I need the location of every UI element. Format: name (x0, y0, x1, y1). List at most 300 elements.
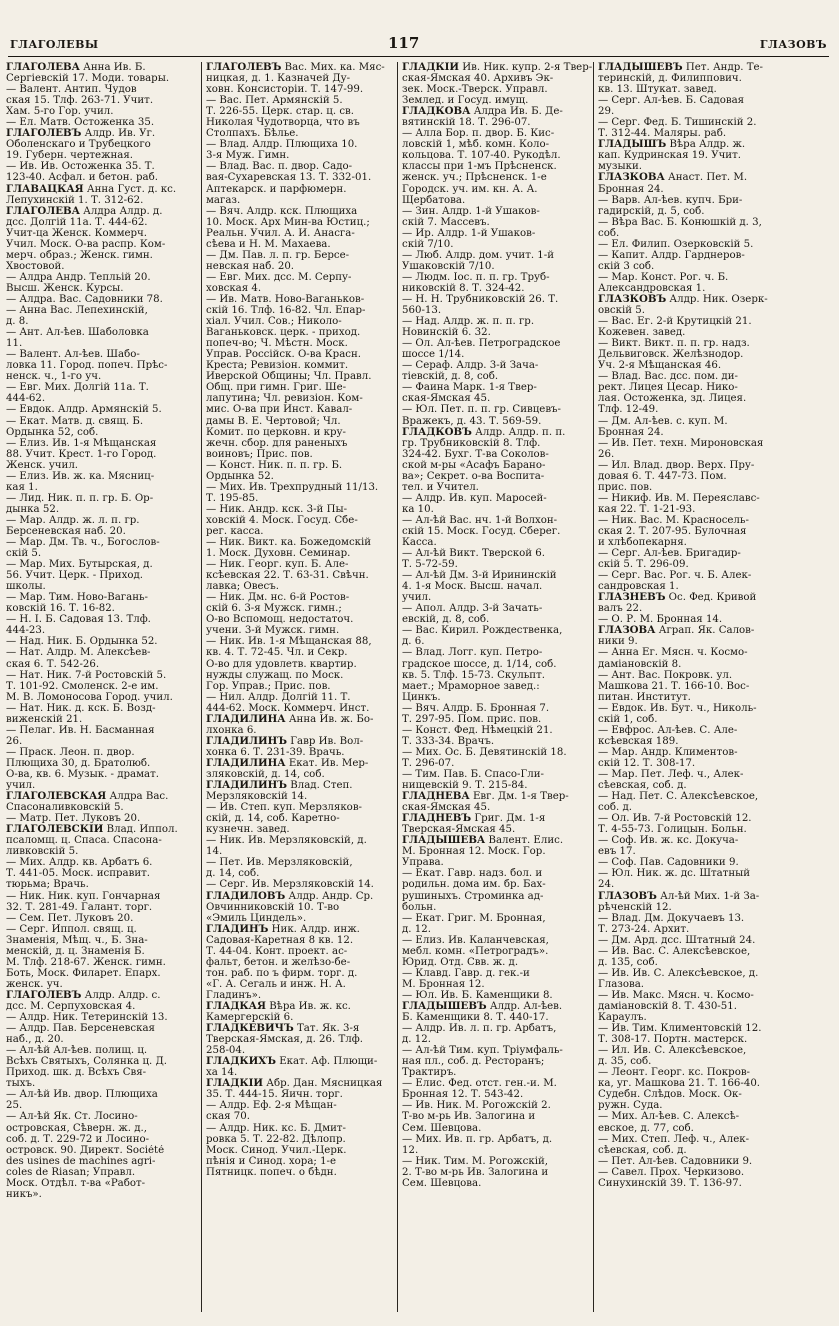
entry-line: Креста; Ревизіон. коммит. (206, 360, 349, 372)
entry-line: 24. (598, 879, 615, 891)
entry-line: тел. и Учител. (402, 481, 479, 493)
entry-line: — Серг. Ал-ѣев. Бригадир- (598, 548, 741, 560)
entry-line: Машкова 21. Т. 166-10. Вос- (598, 680, 750, 692)
entry-line: ГЛАЗОВА Аграп. Як. Салов- (598, 625, 755, 637)
entry-line: 3-я Муж. Гимн. (206, 150, 290, 162)
entry-line: Землед. и Госуд. имущ. (402, 95, 529, 107)
entry-line: — Серг. Вас. Рог. ч. Б. Алек- (598, 570, 752, 582)
entry-line: ГЛАГОЛЕВЪ Алдр. Ив. Уг. (6, 128, 156, 140)
entry-line: — Екат. Гавр. надз. бол. и (402, 868, 543, 880)
entry-line: — Мар. Пет. Леф. ч., Алек- (598, 769, 744, 780)
entry-line: даміановскій 8. Т. 430-51. (598, 1000, 737, 1012)
entry-line: — Ант. Вас. Покровк. ул. (598, 669, 733, 681)
entry-line: кая 1. (6, 481, 38, 493)
entry-line: 123-40. Асфал. и бетон. раб. (6, 172, 158, 184)
entry-line: — Елиз. Ив. ж. ка. Мясниц- (6, 470, 155, 482)
entry-line: рект. Лицея Цесар. Нико- (598, 382, 738, 394)
entry-line: Т. 4-55-73. Голицын. Больн. (598, 824, 747, 836)
column-1 (6, 62, 200, 1320)
entry-line: Новинскій 6. 32. (402, 327, 491, 339)
entry-line: ненск. ч., 1-го уч. (6, 371, 102, 383)
entry-line: 19. Губерн. чертежная. (6, 150, 133, 162)
entry-line: ГЛАДЫШЪ Вѣра Алдр. ж. (598, 139, 746, 151)
entry-line: ГЛАДКОВА Алдра Ив. Б. Де- (402, 106, 563, 118)
entry-line: ГЛАДИНЪ Ник. Алдр. инж. (206, 923, 360, 935)
entry-line: О-во для удовлетв. квартир. (206, 658, 357, 670)
entry-line: нужды служащ. по Моск. (206, 669, 344, 681)
entry-line: 10. Моск. Арх Мин-ва Юстиц.; (206, 216, 370, 228)
entry-line: дсс. М. Серпуховская 4. (6, 1000, 136, 1012)
entry-line: Бронная 24. (598, 183, 664, 195)
entry-line: Т. 273-24. Архит. (598, 923, 690, 935)
entry-line: ГЛАГОЛЕВЪ Алдр. Алдр. с. (6, 989, 161, 1001)
entry-line: ГЛАДИЛИНА Анна Ив. ж. Бо- (206, 713, 374, 725)
entry-line: ская 6. Т. 542-26. (6, 658, 100, 670)
entry-line: — Мих. Ал-ѣев. С. Алексѣ- (598, 1111, 740, 1123)
entry-line: ГЛАГОЛЕВЪ Вас. Мих. ка. Мяс- (206, 62, 385, 73)
entry-line: Ордынка 52. (206, 470, 274, 482)
entry-line: ловскій 1, мѣб. комн. Коло- (402, 139, 550, 151)
entry-line: скій 3 соб. (598, 260, 655, 272)
entry-line: — Ал-ѣй Як. Ст. Лосино- (6, 1111, 138, 1123)
entry-line: д. 6. (402, 636, 425, 648)
entry-line: женск. уч. (6, 978, 63, 990)
entry-line: — Мар. Андр. Климентов- (598, 746, 738, 758)
entry-line: — Ал-ѣй Вас. нч. 1-й Волхон- (402, 514, 558, 526)
entry-line: — Ник. Ив. 1-я Мѣщанская 88, (206, 636, 372, 648)
entry-line: — Елиз. Ив. 1-я Мѣщанская (6, 437, 157, 449)
entry-line: 88. Учит. Крест. 1-го Город. (6, 448, 157, 460)
entry-line: 26. (598, 448, 615, 460)
entry-line: — Ал-ѣй Ив. двор. Плющиха (6, 1089, 158, 1101)
entry-line: Т. 312-44. Маляры. раб. (598, 128, 727, 140)
entry-line: ковскій 16. Т. 16-82. (6, 603, 115, 615)
entry-line: — Мих. Ив. Трехпрудный 11/13. (206, 481, 379, 493)
entry-line: кв. 4. Т. 72-45. Чл. и Секр. (206, 647, 348, 659)
entry-line: — Влад. Вас. дсс. пом. ди- (598, 371, 738, 383)
entry-line: тон. раб. по ъ фирм. торг. д. (206, 967, 358, 979)
entry-line: ГЛАДИЛИНЪ Гавр Ив. Вол- (206, 735, 364, 747)
column-3 (402, 62, 592, 1320)
entry-line: хіал. Учил. Сов.; Николо- (206, 316, 342, 328)
entry-line: ГЛАДИЛОВЪ Алдр. Андр. Ср. (206, 890, 374, 902)
entry-line: — Ник. Дм. нс. 6-й Ростов- (206, 592, 350, 604)
column-divider (201, 62, 202, 1312)
entry-line: мает.; Мраморное завед.: (402, 680, 540, 692)
entry-line: Т. 101-92. Смоленск. 2-е им. (6, 680, 159, 692)
column-4 (598, 62, 832, 1320)
entry-line: Т. 296-07. (402, 757, 455, 769)
entry-line: попеч-во; Ч. Мѣстн. Моск. (206, 338, 348, 350)
entry-line: — Серг. Ив. Мерзляковскій 14. (206, 879, 374, 891)
entry-line: питан. Институт. (598, 691, 691, 703)
entry-line: Т. 226-55. Церк. стар. ц. св. (206, 106, 354, 118)
entry-line: наб., д. 20. (6, 1034, 64, 1046)
entry-line: ГЛАЗНЕВЪ Ос. Фед. Кривой (598, 592, 757, 604)
entry-line: скій 1, соб. (598, 713, 658, 725)
entry-line: 1. Моск. Духовн. Семинар. (206, 548, 351, 560)
entry-line: евскій, д. 8, соб. (402, 614, 490, 626)
entry-line: ная пл., соб. д. Ресторанъ; (402, 1056, 545, 1068)
entry-line: — Ив. Макс. Мясн. ч. Космо- (598, 989, 754, 1001)
entry-line: ГЛАДЫШЕВЪ Алдр. Ал-ѣев. (402, 1000, 563, 1012)
entry-line: Овчинниковскій 10. Т-во (206, 901, 340, 913)
entry-line: — Пет. Ив. Мерзляковскій, (206, 857, 353, 869)
entry-line: — Дм. Ал-ѣев. с. куп. М. (598, 415, 728, 427)
entry-line: Знаменія, Мѣщ. ч., Б. Зна- (6, 934, 148, 946)
entry-line: — Валент. Антип. Чудов (6, 84, 137, 96)
entry-line: 29. (598, 106, 615, 118)
entry-line: и хлѣбопекарня. (598, 537, 687, 549)
entry-line: ГЛАГОЛЕВСКАЯ Алдра Вас. (6, 791, 169, 803)
entry-line: Учил. Моск. О-ва распр. Ком- (6, 238, 166, 250)
entry-line: — О. Р. М. Бронная 14. (598, 614, 723, 626)
entry-line: 2. Т-во м-рь Ив. Залогина и (402, 1166, 549, 1178)
entry-line: Сем. Шевцова. (402, 1122, 482, 1134)
entry-line: соб. (598, 227, 620, 239)
entry-line: — Евг. Мих. дсс. М. Серпу- (206, 271, 352, 283)
entry-line: Тлф. 12-49. (598, 404, 659, 416)
entry-line: Т. 44-04. Конт. проект. ас- (206, 945, 348, 957)
entry-line: ГЛАДНЕВА Евг. Дм. 1-я Твер- (402, 791, 569, 803)
entry-line: 26. (6, 735, 23, 747)
entry-line: тіевскій, д. 8, соб. (402, 371, 499, 383)
entry-line: М. В. Ломоносова Город. учил. (6, 691, 173, 703)
entry-line: Щербатова. (402, 194, 466, 206)
entry-line: скій 12. Т. 308-17. (598, 757, 696, 769)
entry-line: тыхъ. (6, 1078, 36, 1090)
entry-line: сѣевская, соб. д. (598, 780, 687, 792)
entry-line: скій 7. Массевъ. (402, 216, 490, 228)
entry-line: — Пелаг. Ив. Н. Басманная (6, 724, 155, 736)
entry-line: ка, уг. Машкова 21. Т. 166-40. (598, 1078, 761, 1090)
entry-line: Управа. (402, 857, 444, 869)
entry-line: Иверской Общины; Чл. Правл. (206, 371, 372, 383)
entry-line: классы при 1-мъ Прѣсненск. (402, 161, 557, 173)
entry-line: Юрид. Отд. Свв. ж. д. (402, 956, 519, 968)
entry-line: — Апол. Алдр. 3-й Зачать- (402, 603, 543, 615)
entry-line: — Ил. Влад. двор. Верх. Пру- (598, 459, 755, 471)
entry-line: Трактиръ. (402, 1067, 457, 1079)
entry-line: ружн. Суда. (598, 1100, 663, 1112)
entry-line: ка 10. (402, 503, 434, 515)
entry-line: 12. (402, 1144, 419, 1156)
entry-line: Реальн. Учил. А. И. Анасга- (206, 227, 355, 239)
entry-line: — Алдр. Еф. 2-я Мѣщан- (206, 1100, 337, 1112)
entry-line: des usines de machines agri- (6, 1155, 156, 1167)
entry-line: овскій 5. (598, 305, 645, 317)
entry-line: — Евдок. Алдр. Армянскій 5. (6, 404, 162, 416)
entry-line: невская наб. 20. (206, 260, 295, 272)
entry-line: М. Тлф. 218-67. Женск. гимн. (6, 956, 166, 968)
entry-line: Гладинъ». (206, 989, 262, 1001)
entry-line: довая 6. Т. 447-73. Пом. (598, 470, 727, 482)
entry-line: — Мар. Конст. Рог. ч. Б. (598, 271, 729, 283)
entry-line: дамы В. Е. Чертовой; Чл. (206, 415, 341, 427)
entry-line: — Екат. Григ. М. Бронная, (402, 912, 546, 924)
entry-line: — Савел. Прох. Черкизово. (598, 1166, 745, 1178)
entry-line: Т. 5-72-59. (402, 559, 458, 571)
entry-line: — Ив. Степ. куп. Мерзляков- (206, 802, 362, 814)
entry-line: — Ник. Вас. М. Красносель- (598, 514, 749, 526)
entry-line: Сергіевскій 17. Моди. товары. (6, 73, 170, 85)
entry-line: — Ив. Ник. М. Рогожскій 2. (402, 1100, 551, 1112)
entry-line: островская, Сѣверн. ж. д., (6, 1122, 148, 1134)
entry-line: школы. (6, 581, 46, 593)
entry-line: кв. 13. Штукат. завед. (598, 84, 717, 96)
entry-line: ха 14. (206, 1067, 238, 1079)
entry-line: — Соф. Ив. ж. кс. Докуча- (598, 835, 739, 847)
entry-line: ГЛАГОЛЕВА Анна Ив. Б. (6, 62, 146, 73)
page-number: 117 (388, 34, 420, 52)
entry-line: — Вѣра Вас. Б. Конюшкій д. 3, (598, 216, 762, 228)
entry-line: — Мар. Алдр. ж. л. п. гр. (6, 514, 140, 526)
entry-line: сѣева и Н. М. Махаева. (206, 238, 331, 250)
entry-line: учил. (6, 780, 36, 792)
entry-line: — Людм. Іос. п. п. гр. Труб- (402, 271, 550, 283)
entry-line: — Тим. Пав. Б. Спасо-Гли- (402, 769, 544, 780)
entry-line: — Капит. Алдр. Гарднеров- (598, 249, 745, 261)
entry-line: рѣченскій 12. (598, 901, 672, 913)
entry-line: фальт, бетон. и желѣзо-бе- (206, 956, 351, 968)
entry-line: — Алдр. Пав. Берсеневская (6, 1023, 155, 1035)
entry-line: ская 70. (206, 1111, 251, 1123)
entry-line: — Серг. Иппол. свящ. ц. (6, 923, 137, 935)
entry-line: Уч. 2-я Мѣщанская 46. (598, 360, 722, 372)
entry-line: вая-Сухаревская 13. Т. 332-01. (206, 172, 372, 184)
entry-line: учил. (402, 592, 432, 604)
entry-line: — Ант. Ал-ѣев. Шаболовка (6, 327, 149, 339)
entry-line: Берсеневская наб. 20. (6, 525, 126, 537)
entry-line: Сем. Шевцова. (402, 1177, 482, 1189)
entry-line: гадирскій, д. 5, соб. (598, 205, 705, 217)
entry-line: — Екат. Матв. д. свящ. Б. (6, 415, 144, 427)
entry-line: Ордынка 52, соб. (6, 426, 99, 438)
entry-line: Гор. Управ.; Прис. пов. (206, 680, 331, 692)
entry-line: евъ 17. (598, 846, 636, 858)
entry-line: д. 35, соб. (598, 1056, 652, 1068)
entry-line: ксѣевская 189. (598, 735, 679, 747)
entry-line: ховн. Консисторіи. Т. 147-99. (206, 84, 364, 96)
entry-line: Учит-ца Женск. Коммерч. (6, 227, 148, 239)
entry-line: Глазова. (598, 978, 645, 990)
entry-line: — Ив. Ив. Остоженка 35. Т. (6, 161, 155, 173)
entry-line: Управ. Россійск. О-ва Красн. (206, 349, 362, 361)
entry-line: — Вас. Кирил. Рождественка, (402, 625, 563, 637)
entry-line: ГЛАДКЕВИЧЪ Тат. Як. 3-я (206, 1023, 360, 1035)
entry-line: тюрьма; Врачь. (6, 879, 89, 891)
entry-line: ГЛАДКОВЪ Алдр. Алдр. п. п. (402, 426, 566, 438)
running-head-right: ГЛАЗОВЪ (759, 38, 827, 51)
entry-line: — Алла Бор. п. двор. Б. Кис- (402, 128, 555, 140)
entry-line: Боть, Моск. Филарет. Епарх. (6, 967, 161, 979)
entry-line: Ваганьковск. церк. - приход. (206, 327, 361, 339)
entry-line: учени. 3-й Мужск. гимн. (206, 625, 340, 637)
entry-line: — Н. І. Б. Садовая 13. Тлф. (6, 614, 151, 626)
entry-line: ГЛАДИЛИНЪ Влад. Степ. (206, 780, 353, 792)
entry-line: зек. Моск.-Тверск. Управл. (402, 84, 548, 96)
entry-line: Камергерскій 6. (206, 1012, 294, 1024)
entry-line: Оболенскаго и Трубецкого (6, 139, 151, 151)
entry-line: соб. д. Т. 229-72 и Лосино- (6, 1133, 150, 1145)
entry-line: ГЛАДКІЙ Ив. Ник. купр. 2-я Твер- (402, 62, 592, 73)
entry-line: — Ник. Ив. Мерзляковскій, д. (206, 835, 367, 847)
entry-line: — Анна Вас. Лепехинскій, (6, 305, 148, 317)
entry-line: — Мар. Тим. Ново-Вагань- (6, 592, 148, 604)
entry-line: ники 9. (598, 636, 638, 648)
entry-line: Столпахъ. Бѣлье. (206, 128, 299, 140)
entry-line: д. 14, соб. (206, 868, 260, 880)
entry-line: Хам. 5-го Гор. учил. (6, 106, 114, 118)
entry-line: Бронная 12. Т. 543-42. (402, 1089, 524, 1101)
entry-line: Садовая-Каретная 8 кв. 12. (206, 934, 354, 946)
entry-line: островск. 90. Директ. Société (6, 1144, 165, 1156)
entry-line: Плющиха 30, д. Братолюб. (6, 757, 151, 769)
entry-line: Тверская-Ямская 45. (402, 824, 516, 836)
entry-line: О-во Вспомощ. недостаточ. (206, 614, 354, 626)
entry-line: Всѣхъ Святыхъ, Солянка ц. Д. (6, 1056, 168, 1068)
entry-line: кузнечн. завед. (206, 824, 290, 836)
entry-line: — Праск. Леон. п. двор. (6, 746, 135, 758)
entry-line: Касса. (402, 537, 437, 549)
entry-line: — Над. Пет. С. Алексѣевское, (598, 791, 759, 803)
entry-line: Т. 441-05. Моск. исправит. (6, 868, 150, 880)
entry-line: — Вас. Пет. Армянскій 5. (206, 95, 343, 107)
entry-line: — Юл. Ник. ж. дс. Штатный (598, 868, 751, 880)
entry-line: — Зин. Алдр. 1-й Ушаков- (402, 205, 540, 217)
entry-line: воиновъ; Прис. пов. (206, 448, 313, 460)
entry-line: ская 15. Тлф. 263-71. Учит. (6, 95, 154, 107)
entry-line: мис. О-ва при Инст. Кавал- (206, 404, 353, 416)
entry-line: Моск. Синод. Учил.-Церк. (206, 1144, 347, 1156)
entry-line: — Ил. Ив. С. Алексѣевское, (598, 1045, 747, 1057)
entry-line: М. Бронная 12. Моск. Гор. (402, 846, 546, 858)
entry-line: — Дм. Пав. л. п. гр. Берсе- (206, 249, 350, 261)
entry-line: валъ 22. (598, 603, 643, 615)
entry-line: — Ив. Пет. техн. Мироновская (598, 437, 764, 449)
entry-line: 14. (206, 846, 223, 858)
entry-line: — Алдр. Ив. куп. Маросей- (402, 492, 547, 504)
entry-line: ская 2. Т. 207-95. Булочная (598, 525, 747, 537)
entry-line: пѣнія и Синод. хора; 1-е (206, 1155, 337, 1167)
entry-line: 11. (6, 338, 23, 350)
entry-line: хонка 6. Т. 231-39. Врачь. (206, 746, 345, 758)
entry-line: кольцова. Т. 107-40. Рукодѣл. (402, 150, 561, 162)
entry-line: — Евдок. Ив. Бут. ч., Николь- (598, 702, 757, 714)
entry-line: дынка 52. (6, 503, 60, 515)
entry-line: ГЛАДКАЯ Вѣра Ив. ж. кс. (206, 1000, 351, 1012)
entry-line: никовскій 8. Т. 324-42. (402, 282, 525, 294)
entry-line: дсс. Долгій 11а. Т. 444-62. (6, 216, 148, 228)
entry-line: — Ел. Матв. Остоженка 35. (6, 117, 155, 129)
entry-line: — Вяч. Алдр. Б. Бронная 7. (402, 702, 550, 714)
entry-line: даміановскій 8. (598, 658, 682, 670)
entry-line: — Над. Алдр. ж. п. п. гр. (402, 316, 535, 328)
entry-line: Дельвиговск. Желѣзнодор. (598, 349, 744, 361)
entry-line: — Влад. Логг. куп. Петро- (402, 647, 543, 659)
entry-line: ГЛАДКИХЪ Екат. Аф. Плющи- (206, 1056, 378, 1068)
entry-line: Хвостовой. (6, 260, 65, 272)
entry-line: — Викт. Викт. п. п. гр. надз. (598, 338, 750, 350)
entry-line: шоссе 1/14. (402, 349, 465, 361)
entry-line: — Серг. Фед. Б. Тишинскій 2. (598, 117, 757, 129)
entry-line: coles de Riasan; Управл. (6, 1166, 136, 1178)
entry-line: ГЛАГОЛЕВА Алдра Алдр. д. (6, 205, 163, 217)
entry-line: мерч. образ.; Женск. гимн. (6, 249, 153, 261)
entry-line: — Нат. Алдр. М. Алексѣев- (6, 647, 151, 659)
entry-line: скій 6. 3-я Мужск. гимн.; (206, 603, 342, 615)
entry-line: — Вас. Ег. 2-й Крутицкій 21. (598, 316, 752, 328)
entry-line: Лепухинскій 1. Т. 312-62. (6, 194, 144, 206)
entry-line: — Ел. Филип. Озерковскій 5. (598, 238, 754, 250)
entry-line: ГЛАВАЦКАЯ Анна Густ. д. кс. (6, 183, 177, 195)
entry-line: Б. Каменщики 8. Т. 440-17. (402, 1012, 549, 1024)
entry-line: — Н. Н. Трубниковскій 26. Т. (402, 293, 559, 305)
entry-line: Александровская 1. (598, 282, 706, 294)
entry-line: — Конст. Фед. Нѣмецкій 21. (402, 724, 553, 736)
entry-line: Мерзляковскій 14. (206, 791, 308, 803)
entry-line: скій, д. 14, соб. Каретно- (206, 813, 340, 825)
entry-line: Городск. уч. им. кн. А. А. (402, 183, 538, 195)
entry-line: — Алдра Андр. Тепльій 20. (6, 271, 151, 283)
entry-line: — Елис. Фед. отст. ген.-и. М. (402, 1078, 557, 1090)
entry-line: соб. д. (598, 802, 632, 814)
entry-line: 444-23. (6, 625, 46, 637)
entry-line: — Люб. Алдр. дом. учит. 1-й (402, 249, 555, 261)
entry-line: скій 5. Т. 296-09. (598, 559, 689, 571)
entry-line: ровка 5. Т. 22-82. Дѣлопр. (206, 1133, 346, 1145)
entry-line: Спасоналивковскій 5. (6, 802, 124, 814)
entry-line: ловка 11. Город. попеч. Прѣс- (6, 360, 168, 372)
entry-line: ская-Ямская 45. (402, 802, 491, 814)
entry-line: лая. Остоженка, зд. Лицея. (598, 393, 747, 405)
entry-line: градское шоссе, д. 1/14, соб. (402, 658, 557, 670)
entry-line: — Нил. Алдр. Долгій 11. Т. (206, 691, 351, 703)
entry-line: кв. 5. Тлф. 15-73. Скульпт. (402, 669, 545, 681)
running-head-left: ГЛАГОЛЕВЫ (10, 38, 99, 51)
entry-line: — Влад. Вас. п. двор. Садо- (206, 161, 353, 173)
entry-line: — Ир. Алдр. 1-й Ушаков- (402, 227, 536, 239)
entry-line: Пятницк. попеч. о бѣдн. (206, 1166, 337, 1178)
entry-line: 25. (6, 1100, 23, 1112)
entry-line: — Ник. Георг. куп. Б. Але- (206, 559, 349, 571)
entry-line: Комит. по церковн. и кру- (206, 426, 346, 438)
entry-line: рег. касса. (206, 525, 264, 537)
entry-line: женск. уч.; Прѣсненск. 1-е (402, 172, 547, 184)
entry-line: — Мих. Алдр. кв. Арбатъ 6. (6, 857, 153, 869)
entry-line: — Алдр. Ив. л. п. гр. Арбатъ, (402, 1023, 557, 1035)
entry-line: д. 135, соб. (598, 956, 658, 968)
entry-line: кая 22. Т. 1-21-93. (598, 503, 696, 515)
entry-line: жечн. сбор. для раненыхъ (206, 437, 348, 449)
entry-line: рушиныхъ. Строминка ад- (402, 890, 544, 902)
entry-line: — Лид. Ник. п. п. гр. Б. Ор- (6, 492, 154, 504)
entry-line: лавка; Овесъ. (206, 581, 279, 593)
entry-line: — Фаина Марк. 1-я Твер- (402, 382, 537, 394)
entry-line: прис. пов. (598, 481, 653, 493)
column-divider (593, 62, 594, 1312)
entry-line: Т. 308-17. Портн. мастерск. (598, 1034, 748, 1046)
entry-line: Тверская-Ямская, д. 26. Тлф. (206, 1034, 363, 1046)
entry-line: М. Бронная 12. (402, 978, 485, 990)
entry-line: — Нат. Ник. д. кск. Б. Возд- (6, 702, 156, 714)
entry-line: гр. Трубниковскій 8. Тлф. (402, 437, 541, 449)
entry-line: — Конст. Ник. п. п. гр. Б. (206, 459, 343, 471)
entry-line: — Дм. Ард. дсс. Штатный 24. (598, 934, 756, 946)
entry-line: ГЛАГОЛЕВСКІЙ Влад. Иппол. (6, 824, 178, 836)
entry-line: евское, д. 77, соб. (598, 1122, 694, 1134)
entry-line: магаз. (206, 194, 241, 206)
